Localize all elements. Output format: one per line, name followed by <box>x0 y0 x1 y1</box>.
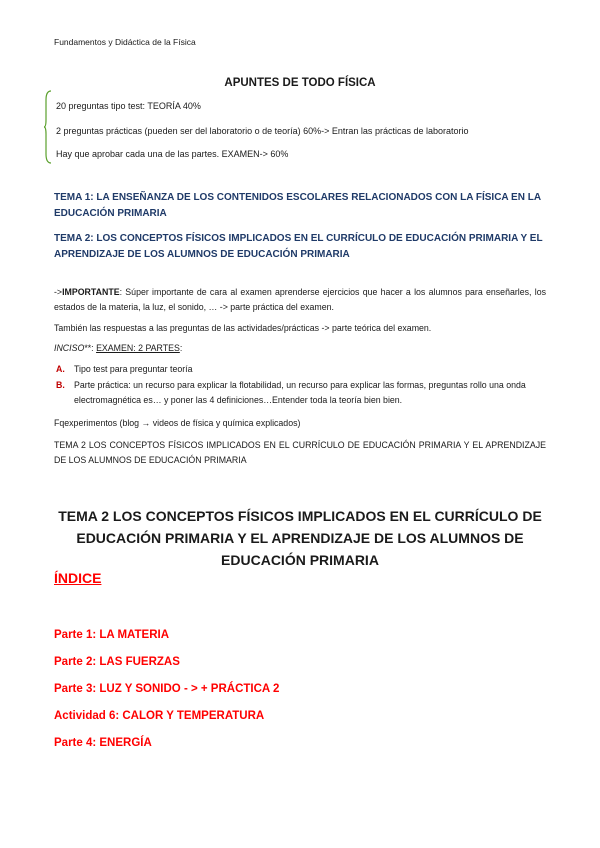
tema-heading: TEMA 2: LOS CONCEPTOS FÍSICOS IMPLICADOS EN EL CURRÍCULO DE EDUCACIÓN PRIMARIA Y EL APRENDIZAJE DE LOS ALUMNOS DE EDUCACIÓN PRIMARIA <box>54 233 543 260</box>
exam-line: 2 preguntas prácticas (pueden ser del laboratorio o de teoría) 60%-> Entran las prácticas de laboratorio <box>56 126 469 136</box>
list-item <box>56 378 546 408</box>
index-item: Actividad 6: CALOR Y TEMPERATURA <box>54 710 265 722</box>
document-title: APUNTES DE TODO FÍSICA <box>224 77 376 89</box>
importante-text: : Súper importante de cara al examen aprenderse ejercicios que hacer a los alumnos para enseñarles, los estados de la materia, la luz, el sonido, … -> parte práctica del examen. <box>54 287 546 312</box>
list-marker: A. <box>56 364 65 374</box>
inciso-label: INCISO <box>54 343 85 353</box>
list-item-text: Parte práctica: un recurso para explicar la flotabilidad, un recurso para explicar las formas, preguntas rollo una onda electromagnética es… y poner las 4 definiciones…Entender toda la teoría bien bien. <box>74 380 526 405</box>
fq-paragraph: Fqexperimentos (blog → videos de física y química explicados) <box>54 418 301 428</box>
tema2-heading: TEMA 2 LOS CONCEPTOS FÍSICOS IMPLICADOS EN EL CURRÍCULO DE EDUCACIÓN PRIMARIA Y EL APRENDIZAJE DE LOS ALUMNOS DE EDUCACIÓN PRIMARIA <box>58 508 542 568</box>
arrow-prefix: -> <box>54 287 63 297</box>
index-item: Parte 2: LAS FUERZAS <box>54 656 180 668</box>
index-item: Parte 1: LA MATERIA <box>54 629 170 641</box>
exam-line: 20 preguntas tipo test: TEORÍA 40% <box>56 101 201 111</box>
exam-line: Hay que aprobar cada una de las partes. EXAMEN-> 60% <box>56 149 289 159</box>
inciso-text: EXAMEN: 2 PARTES <box>96 343 180 353</box>
list-item-text: Tipo test para preguntar teoría <box>74 364 193 374</box>
index-item: Parte 4: ENERGÍA <box>54 737 152 749</box>
inciso-stars: **: <box>84 343 97 353</box>
tema-heading: TEMA 1: LA ENSEÑANZA DE LOS CONTENIDOS ESCOLARES RELACIONADOS CON LA FÍSICA EN LA EDUCACIÓN PRIMARIA <box>54 192 541 219</box>
page-header: Fundamentos y Didáctica de la Física <box>54 37 196 47</box>
bracket-decoration <box>44 90 52 164</box>
list-item <box>56 362 546 377</box>
index-item: Parte 3: LUZ Y SONIDO - > + PRÁCTICA 2 <box>54 683 280 695</box>
indice-heading: ÍNDICE <box>54 570 102 586</box>
importante-label: IMPORTANTE <box>62 287 120 297</box>
importante-paragraph <box>54 285 546 315</box>
inciso-tail: : <box>179 343 183 353</box>
tema2-plain-paragraph: TEMA 2 LOS CONCEPTOS FÍSICOS IMPLICADOS EN EL CURRÍCULO DE EDUCACIÓN PRIMARIA Y EL APRENDIZAJE DE LOS ALUMNOS DE EDUCACIÓN PRIMARIA <box>54 440 546 465</box>
list-marker: B. <box>56 380 65 390</box>
inciso-paragraph <box>54 341 546 356</box>
respuestas-paragraph: También las respuestas a las preguntas de las actividades/prácticas -> parte teórica del examen. <box>54 323 432 333</box>
